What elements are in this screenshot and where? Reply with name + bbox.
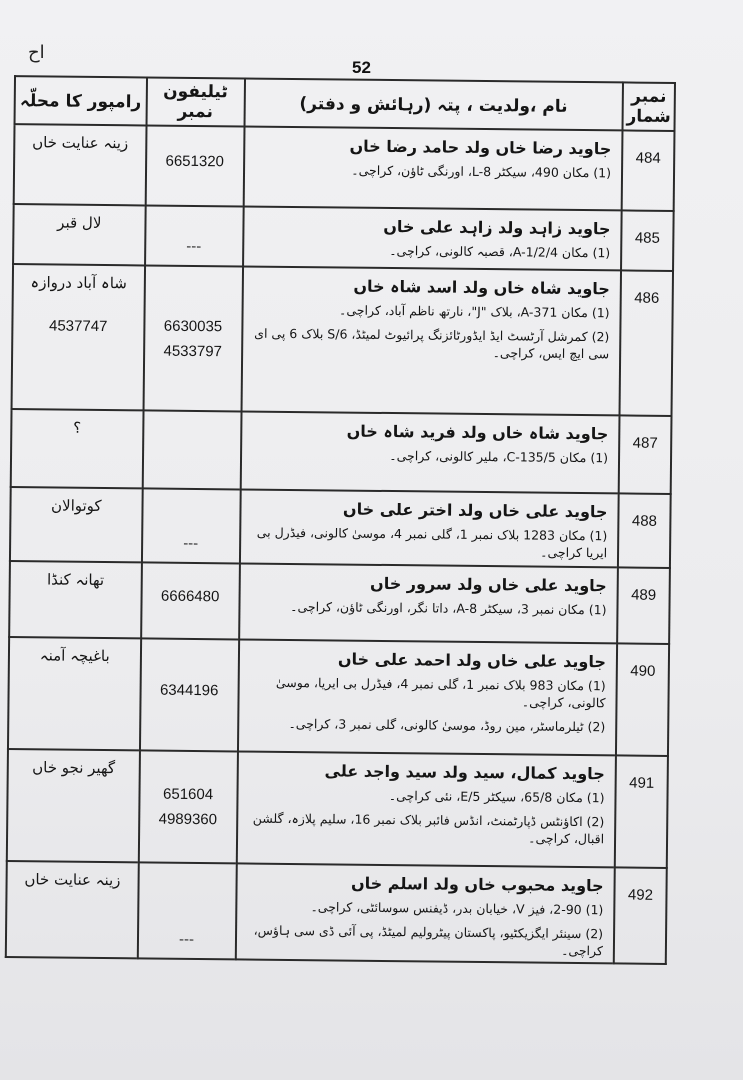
header-serial: نمبر شمار — [623, 82, 675, 131]
phone-number: 6651320 — [165, 152, 225, 170]
table-row — [10, 487, 671, 568]
table-row — [9, 561, 670, 644]
area-cell — [9, 561, 141, 638]
name-address-cell — [243, 126, 622, 210]
phone-number: 6630035 — [163, 317, 223, 335]
phone-cell — [137, 862, 236, 959]
phone-number: 6344196 — [159, 681, 219, 699]
person-name: جاوید علی خاں ولد احمد علی خاں — [337, 649, 607, 672]
phone-number: 651604 — [162, 785, 214, 804]
area-name: تھانہ کنڈا — [46, 570, 105, 590]
address-line: (2) سینئر ایگزیکٹیو، پاکستان پیٹرولیم لمیٹڈ، پی آئی ڈی سی ہاؤس، کراچی۔ — [253, 922, 604, 959]
table-body — [6, 124, 675, 963]
page-number: 52 — [352, 58, 371, 77]
serial-number: 490 — [616, 643, 669, 756]
serial-number: 484 — [622, 130, 675, 211]
area-cell — [8, 637, 141, 750]
name-address-cell — [235, 863, 614, 963]
serial-number: 488 — [618, 493, 671, 568]
area-name: شاہ آباد دروازہ — [30, 273, 128, 293]
name-address-cell — [237, 639, 617, 755]
phone-cell — [145, 205, 243, 266]
table-row — [7, 749, 668, 868]
serial-number: 486 — [620, 270, 673, 416]
phone-cell — [142, 410, 241, 489]
address-line: (1) مکان C-135/5، ملیر کالونی، کراچی۔ — [389, 448, 609, 466]
serial-number: 489 — [617, 567, 670, 644]
address-line: (1) 2-90، فیز V، خیابان بدر، ڈیفنس سوسائٹی، کراچی۔ — [310, 899, 604, 918]
address-line: (1) مکان 65/8، سیکٹر 5/E، نئی کراچی۔ — [388, 788, 605, 806]
table-row — [12, 264, 673, 416]
header-area: رامپور کا محلّہ — [15, 76, 147, 125]
header-name: نام ،ولدیت ، پتہ (رہائش و دفتر) — [244, 78, 623, 130]
area-cell — [13, 204, 145, 265]
area-name: لال قبر — [57, 213, 102, 232]
address-line: (2) ٹیلرماسٹر، مین روڈ، موسیٰ کالونی، گلی نمبر 3، کراچی۔ — [288, 715, 606, 735]
person-name: جاوید رضا خاں ولد حامد رضا خاں — [349, 136, 612, 159]
address-line: (2) کمرشل آرٹسٹ ایڈ ایڈورٹائزنگ پرائیوٹ لمیٹڈ، 6/S بلاک 6 پی ای سی ایچ ایس، کراچی۔ — [254, 325, 610, 362]
phone-number: 6666480 — [160, 587, 220, 605]
phone-cell — [141, 562, 240, 639]
address-line: (1) مکان 1283 بلاک نمبر 1، گلی نمبر 4، موسیٰ کالونی، فیڈرل بی ایریا کراچی۔ — [256, 524, 608, 561]
name-address-cell — [239, 489, 618, 567]
address-line: (1) مکان A-1/2/4، قصبہ کالونی، کراچی۔ — [389, 243, 611, 261]
name-address-cell — [243, 206, 622, 270]
area-name: کوتوالان — [50, 496, 102, 516]
area-phone-number: 4537747 — [48, 317, 108, 336]
area-cell — [12, 264, 145, 410]
serial-number: 492 — [614, 867, 667, 963]
table-row — [11, 409, 672, 494]
area-name: باغیچہ آمنہ — [39, 646, 110, 666]
phone-number: 4989360 — [158, 810, 218, 829]
person-name: جاوید محبوب خاں ولد اسلم خاں — [350, 873, 604, 896]
corner-mark: اح — [28, 42, 45, 63]
address-line: (1) مکان 983 بلاک نمبر 1، گلی نمبر 4، فیڈرل بی ایریا، موسیٰ کالونی، کراچی۔ — [275, 674, 606, 711]
name-address-cell — [239, 563, 618, 643]
area-name: زینہ عنایت خاں — [32, 133, 129, 153]
phone-number: --- — [183, 534, 199, 553]
serial-number: 491 — [615, 755, 668, 868]
address-line: (1) مکان نمبر 3، سیکٹر A-8، داتا نگر، اورنگی ٹاؤن، کراچی۔ — [290, 598, 607, 618]
phone-number: 4533797 — [163, 342, 223, 360]
phone-number: --- — [179, 930, 195, 948]
table-row — [8, 637, 669, 756]
person-name: جاوید علی خاں ولد اختر علی خاں — [342, 499, 608, 522]
person-name: جاوید شاہ خاں ولد فرید شاہ خاں — [346, 421, 609, 444]
area-cell — [14, 124, 147, 205]
person-name: جاوید علی خاں ولد سرور خاں — [369, 573, 607, 596]
area-cell — [11, 409, 143, 488]
area-name: گھیر نجو خاں — [32, 758, 116, 778]
name-address-cell — [241, 266, 621, 415]
phone-cell — [138, 750, 237, 863]
person-name: جاوید زاہد ولد زاہد علی خاں — [383, 216, 611, 239]
header-phone: ٹیلیفون نمبر — [146, 77, 244, 126]
phone-number: --- — [186, 237, 202, 256]
phone-cell — [145, 125, 244, 206]
area-cell — [7, 749, 140, 862]
area-cell — [10, 487, 142, 562]
person-name: جاوید شاہ خاں ولد اسد شاہ خاں — [353, 276, 610, 299]
phone-cell — [142, 488, 241, 563]
address-line: (2) اکاؤنٹس ڈپارٹمنٹ، انڈس فائبر بلاک نمبر 16، سلیم پلازہ، گلشن اقبال، کراچی۔ — [252, 810, 605, 847]
address-line: (1) مکان 490، سیکٹر L-8، اورنگی ٹاؤن، کراچی۔ — [351, 162, 612, 181]
person-name: جاوید کمال، سید ولد سید واجد علی — [324, 761, 605, 784]
phone-cell — [143, 265, 242, 411]
register-table — [5, 75, 676, 965]
area-name: زینہ عنایت خاں — [24, 870, 121, 890]
area-cell — [6, 861, 139, 958]
name-address-cell — [240, 411, 619, 493]
phone-cell — [140, 638, 239, 751]
address-line: (1) مکان A-371، بلاک "J"، نارتھ ناظم آباد، کراچی۔ — [338, 302, 610, 321]
name-address-cell — [236, 751, 616, 867]
serial-number: 487 — [619, 415, 672, 494]
table-header-row — [15, 76, 675, 131]
table-row — [13, 204, 674, 271]
table-row — [14, 124, 675, 211]
area-name: ؟ — [73, 418, 82, 437]
table-row — [6, 861, 667, 964]
serial-number: 485 — [621, 210, 674, 271]
